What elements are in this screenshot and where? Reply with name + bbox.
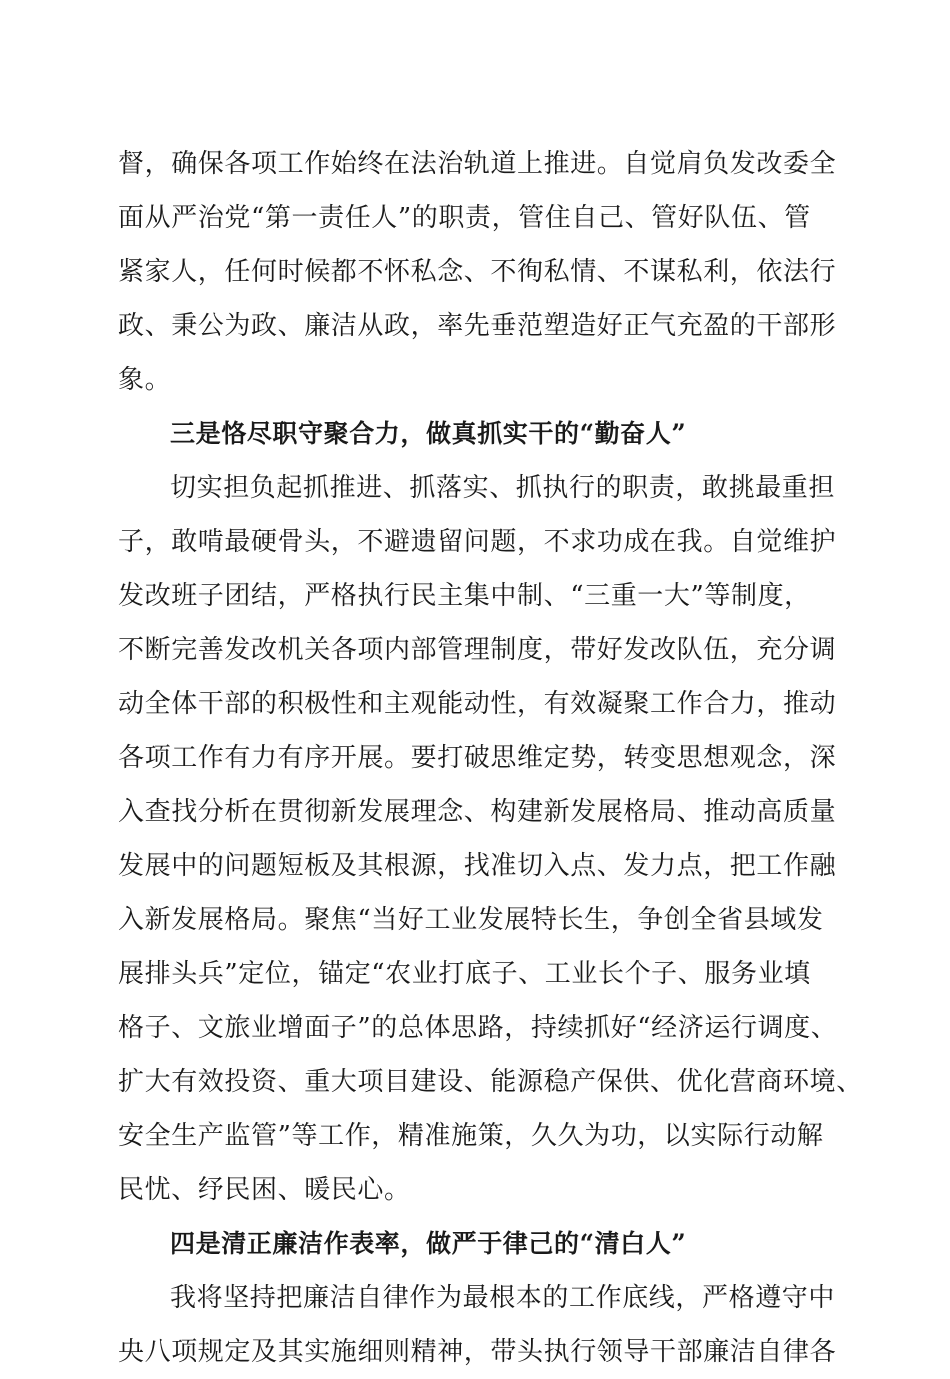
paragraph-line: 安全生产监管”等工作，精准施策，久久为功，以实际行动解 — [118, 1121, 824, 1151]
paragraph-line: 督，确保各项工作始终在法治轨道上推进。自觉肩负发改委全 — [118, 149, 837, 179]
paragraph-line: 切实担负起抓推进、抓落实、抓执行的职责，敢挑最重担 — [170, 473, 836, 503]
paragraph-line: 政、秉公为政、廉洁从政，率先垂范塑造好正气充盈的干部形 — [118, 311, 837, 341]
paragraph-line: 展排头兵”定位，锚定“农业打底子、工业长个子、服务业填 — [118, 959, 811, 989]
paragraph-line: 发改班子团结，严格执行民主集中制、“三重一大”等制度， — [118, 581, 811, 611]
paragraph-line: 紧家人，任何时候都不怀私念、不徇私情、不谋私利，依法行 — [118, 257, 837, 287]
paragraph-section-4 — [118, 1271, 838, 1379]
paragraph-line: 子，敢啃最硬骨头，不避遗留问题，不求功成在我。自觉维护 — [118, 527, 837, 557]
paragraph-line: 发展中的问题短板及其根源，找准切入点、发力点，把工作融 — [118, 851, 837, 881]
paragraph-line: 央八项规定及其实施细则精神，带头执行领导干部廉洁自律各 — [118, 1337, 837, 1367]
paragraph-line: 象。 — [118, 365, 172, 395]
section-heading-4: 四是清正廉洁作表率，做严于律己的“清白人” — [170, 1229, 687, 1258]
document-body — [118, 137, 863, 1379]
paragraph-line: 入新发展格局。聚焦“当好工业发展特长生，争创全省县域发 — [118, 905, 824, 935]
paragraph-section-3 — [118, 461, 863, 1217]
paragraph-line: 各项工作有力有序开展。要打破思维定势，转变思想观念，深 — [118, 743, 837, 773]
paragraph-line: 民忧、纾民困、暖民心。 — [118, 1175, 411, 1205]
paragraph-continued — [118, 137, 838, 407]
paragraph-line: 不断完善发改机关各项内部管理制度，带好发改队伍，充分调 — [118, 635, 837, 665]
paragraph-line: 动全体干部的积极性和主观能动性，有效凝聚工作合力，推动 — [118, 689, 837, 719]
paragraph-line: 我将坚持把廉洁自律作为最根本的工作底线，严格遵守中 — [170, 1283, 836, 1313]
paragraph-line: 扩大有效投资、重大项目建设、能源稳产保供、优化营商环境、 — [118, 1067, 863, 1097]
section-heading-3: 三是恪尽职守聚合力，做真抓实干的“勤奋人” — [170, 419, 687, 448]
paragraph-line: 格子、文旅业增面子”的总体思路，持续抓好“经济运行调度、 — [118, 1013, 838, 1043]
paragraph-line: 面从严治党“第一责任人”的职责，管住自己、管好队伍、管 — [118, 203, 811, 233]
paragraph-line: 入查找分析在贯彻新发展理念、构建新发展格局、推动高质量 — [118, 797, 837, 827]
